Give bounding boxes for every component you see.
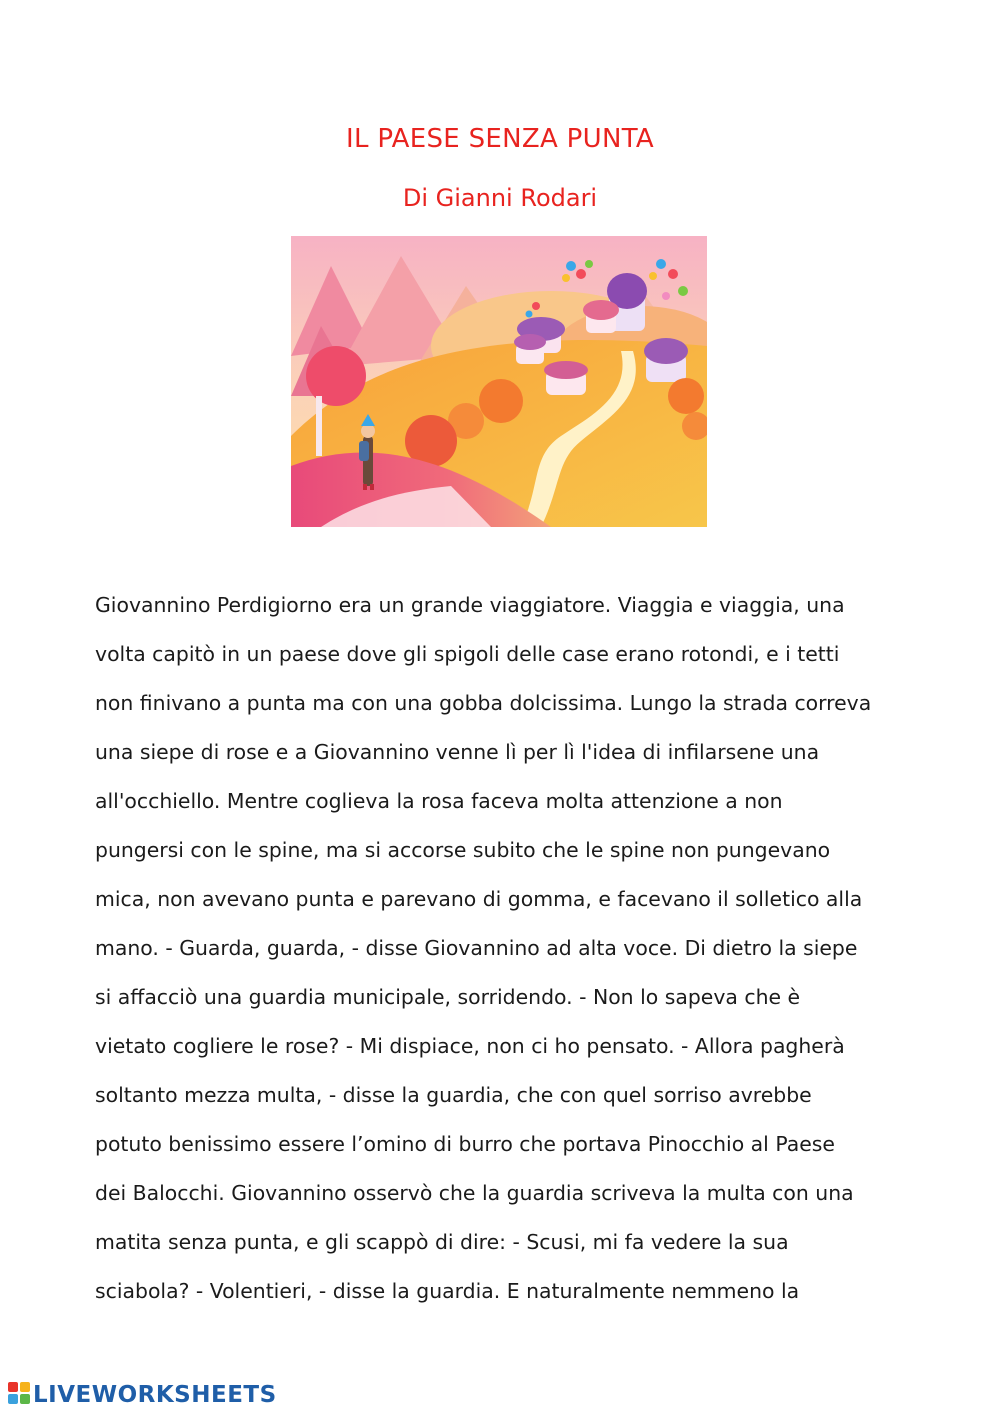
story-line: mica, non avevano punta e parevano di gomma, e facevano il solletico alla (95, 887, 863, 911)
story-line: pungersi con le spine, ma si accorse subito che le spine non pungevano (95, 838, 831, 862)
document-author: Di Gianni Rodari (402, 184, 598, 212)
story-line: dei Balocchi. Giovannino osservò che la guardia scriveva la multa con una (95, 1181, 854, 1205)
story-line: una siepe di rose e a Giovannino venne lì per lì l'idea di infilarsene una (95, 740, 820, 764)
story-line: vietato cogliere le rose? - Mi dispiace, non ci ho pensato. - Allora pagherà (95, 1034, 845, 1058)
story-illustration (291, 236, 707, 527)
story-line: all'occhiello. Mentre coglieva la rosa faceva molta attenzione a non (95, 789, 783, 813)
brand-name: LIVEWORKSHEETS (33, 1382, 277, 1408)
liveworksheets-logo-icon (8, 1382, 30, 1408)
story-line: mano. - Guarda, guarda, - disse Giovannino ad alta voce. Di dietro la siepe (95, 936, 858, 960)
story-line: soltanto mezza multa, - disse la guardia, che con quel sorriso avrebbe (95, 1083, 812, 1107)
document-title: IL PAESE SENZA PUNTA (346, 124, 654, 154)
story-line: volta capitò in un paese dove gli spigoli delle case erano rotondi, e i tetti (95, 642, 840, 666)
story-line: sciabola? - Volentieri, - disse la guardia. E naturalmente nemmeno la (95, 1279, 800, 1303)
story-line: matita senza punta, e gli scappò di dire: - Scusi, mi fa vedere la sua (95, 1230, 789, 1254)
story-text (95, 584, 925, 1319)
story-line: non finivano a punta ma con una gobba dolcissima. Lungo la strada correva (95, 691, 872, 715)
story-line: potuto benissimo essere l’omino di burro che portava Pinocchio al Paese (95, 1132, 835, 1156)
liveworksheets-footer[interactable] (8, 1380, 277, 1410)
story-line: si affacciò una guardia municipale, sorridendo. - Non lo sapeva che è (95, 985, 801, 1009)
story-line: Giovannino Perdigiorno era un grande viaggiatore. Viaggia e viaggia, una (95, 593, 845, 617)
